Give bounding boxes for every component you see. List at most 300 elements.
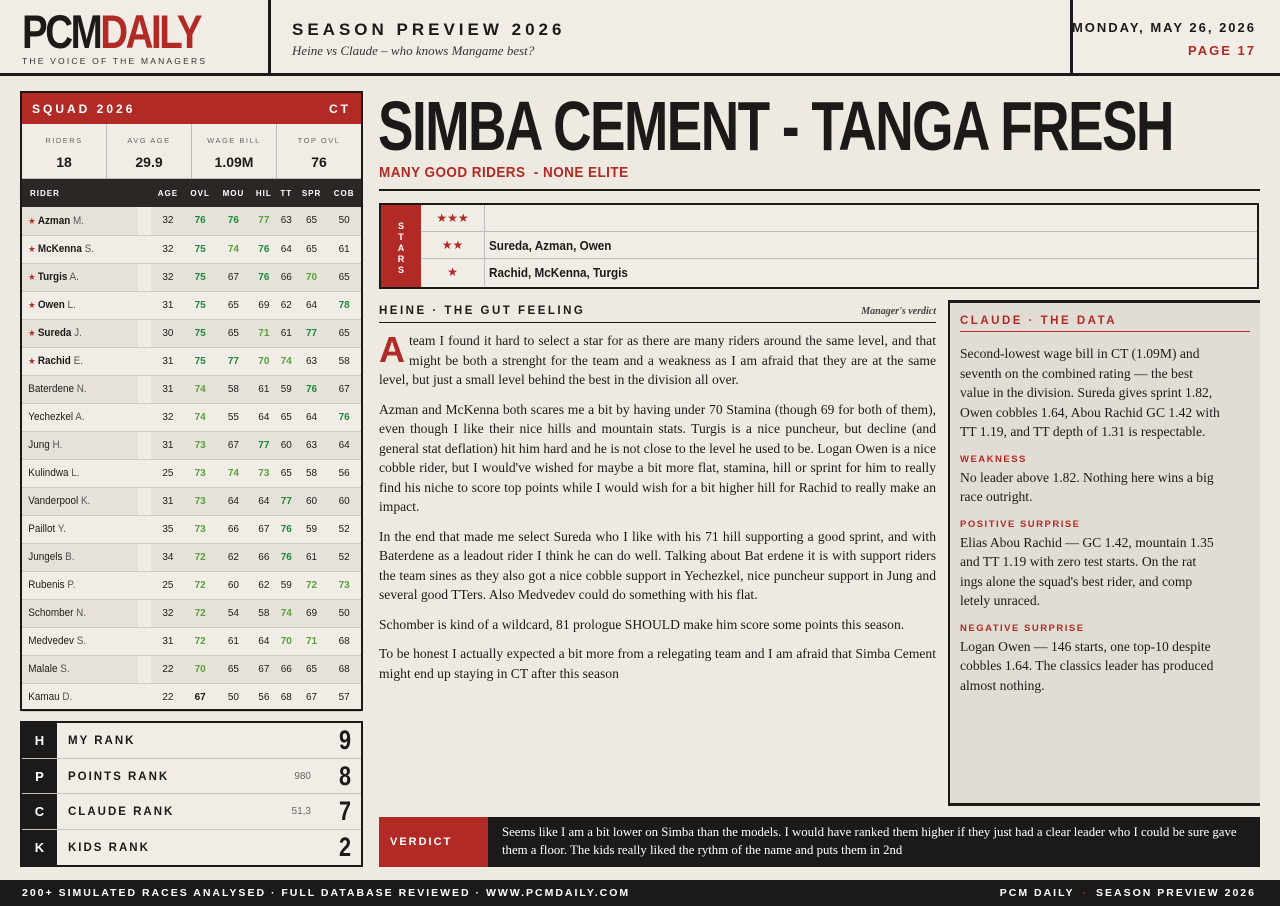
footer-right [1000, 887, 1256, 899]
rank-row [22, 723, 361, 759]
stat-ovl: 75 [184, 235, 216, 263]
stat-tt: 60 [277, 431, 296, 459]
rider-first-name: McKenna [37, 243, 82, 255]
positive-surprise-text [960, 533, 1250, 611]
stat-label: RIDERS [45, 136, 83, 145]
stat-cob: 58 [327, 347, 361, 375]
stat-hil: 66 [251, 543, 277, 571]
stat-ovl: 74 [184, 375, 216, 403]
drop-cap: A [379, 329, 405, 370]
rider-row[interactable] [22, 403, 361, 431]
rider-row[interactable] [22, 459, 361, 487]
section-subtitle: Heine vs Claude – who knows Mangame best? [292, 43, 535, 58]
masthead-divider [268, 0, 271, 76]
stat-age: 31 [151, 627, 184, 655]
column-header[interactable]: COB [327, 179, 361, 207]
rider-name [22, 403, 139, 431]
rider-name [22, 515, 139, 543]
rider-initial: S. [73, 635, 87, 647]
page-number: PAGE 17 [1188, 43, 1256, 58]
rank-row [22, 759, 361, 795]
stat-mou: 64 [216, 487, 251, 515]
rider-first-name: Kulindwa [28, 467, 69, 479]
footer-brand: PCM DAILY [999, 887, 1075, 899]
masthead [0, 0, 1280, 76]
stat-tt: 59 [277, 571, 296, 599]
stat-age: 32 [151, 235, 184, 263]
article-title: SIMBA CEMENT - TANGA FRESH [378, 87, 1173, 165]
rider-first-name: Yechezkel [28, 411, 74, 423]
stat-ovl: 70 [184, 655, 216, 683]
rider-first-name: Turgis [37, 271, 68, 283]
stat-tt: 61 [277, 319, 296, 347]
positive-surprise-heading: POSITIVE SURPRISE [960, 518, 1081, 530]
rider-row[interactable] [22, 487, 361, 515]
tagline: THE VOICE OF THE MANAGERS [22, 56, 208, 66]
stat-tt: 74 [277, 599, 296, 627]
stat-tt: 62 [277, 291, 296, 319]
stat-tt: 77 [277, 487, 296, 515]
rank-badge: P [22, 759, 57, 794]
stat-spr: 76 [296, 375, 328, 403]
stat-spr: 63 [296, 431, 328, 459]
stat-hil: 77 [251, 207, 277, 235]
stat-mou: 67 [216, 431, 251, 459]
stat-mou: 60 [216, 571, 251, 599]
stat-tt: 76 [277, 515, 296, 543]
rank-label: KIDS RANK [68, 841, 150, 854]
stat-age: 34 [151, 543, 184, 571]
stat-hil: 73 [251, 459, 277, 487]
stat-cob: 76 [327, 403, 361, 431]
squad-league: CT [329, 102, 351, 116]
claude-summary-line: Owen cobbles 1.64, Abou Rachid GC 1.42 with [960, 404, 1220, 420]
star-icon: ★ [28, 244, 38, 254]
rider-initial: K. [78, 495, 91, 507]
rank-label: CLAUDE RANK [68, 806, 175, 818]
stat-ovl: 75 [184, 291, 216, 319]
stat-cob: 60 [327, 487, 361, 515]
column-header[interactable]: HIL [251, 179, 277, 207]
stat-ovl: 75 [184, 347, 216, 375]
stat-value: 18 [56, 154, 72, 170]
stat-age: 25 [151, 571, 184, 599]
stat-spr: 67 [296, 683, 328, 711]
rider-name [22, 571, 139, 599]
rider-initial: S. [57, 663, 70, 675]
rider-name [22, 263, 139, 291]
column-header[interactable]: MOU [216, 179, 251, 207]
ranks-panel [20, 721, 363, 867]
negative-surprise-line: Logan Owen — 146 starts, one top-10 despite [960, 638, 1211, 654]
stat-spr: 71 [296, 627, 328, 655]
star-icon: ★ [28, 215, 38, 226]
star-icon: ★ [28, 356, 38, 366]
rider-row[interactable] [22, 515, 361, 543]
weakness-text [960, 468, 1250, 507]
column-header[interactable]: OVL [184, 179, 216, 207]
stat-mou: 55 [216, 403, 251, 431]
stat-cob: 65 [327, 319, 361, 347]
stat-age: 31 [151, 375, 184, 403]
stat-age: 31 [151, 487, 184, 515]
rider-initial: A. [73, 411, 85, 423]
star-riders: Sureda, Azman, Owen [489, 238, 612, 253]
stat-mou: 65 [216, 319, 251, 347]
stat-spr: 60 [296, 487, 328, 515]
stat-age: 35 [151, 515, 184, 543]
stat-tt: 59 [277, 375, 296, 403]
stat-hil: 64 [251, 627, 277, 655]
stat-cob: 67 [327, 375, 361, 403]
stat-spr: 64 [296, 403, 328, 431]
stat-hil: 56 [251, 683, 277, 711]
logo-part-pcm: PCM [22, 5, 101, 58]
rider-row[interactable] [22, 291, 361, 319]
stat-spr: 58 [296, 459, 328, 487]
stat-mou: 54 [216, 599, 251, 627]
claude-summary-line: Second-lowest wage bill in CT (1.09M) and [960, 346, 1200, 361]
rider-row[interactable] [22, 655, 361, 683]
stat-hil: 64 [251, 403, 277, 431]
stat-mou: 66 [216, 515, 251, 543]
rider-name [22, 599, 139, 627]
stat-cob: 73 [327, 571, 361, 599]
claude-summary-line: value in the division. Sureda gives sprint 1.82, [960, 385, 1213, 400]
rider-first-name: Sureda [37, 327, 72, 339]
stat-age: 32 [151, 599, 184, 627]
stat-cell [277, 124, 361, 178]
stars-label-letter: S [397, 265, 404, 275]
rider-name [22, 683, 139, 711]
rider-initial: L. [68, 467, 80, 479]
weakness-heading: WEAKNESS [960, 453, 1027, 465]
footer-left: 200+ SIMULATED RACES ANALYSED · FULL DATABASE REVIEWED · WWW.PCMDAILY.COM [22, 887, 631, 899]
rank-value: 2 [338, 831, 351, 862]
heine-note: Manager's verdict [861, 306, 936, 317]
stat-label: AVG AGE [127, 136, 171, 145]
stat-spr: 77 [296, 319, 328, 347]
star-rating-icon: ★ [421, 259, 485, 286]
rider-name [22, 655, 139, 683]
logo[interactable] [22, 6, 200, 58]
rider-row[interactable] [22, 235, 361, 263]
stat-spr: 59 [296, 515, 328, 543]
rank-sub: 51,3 [291, 806, 311, 817]
rider-row[interactable] [22, 347, 361, 375]
stat-cell [192, 124, 277, 178]
stat-mou: 67 [216, 263, 251, 291]
claude-summary [960, 344, 1250, 442]
stat-hil: 67 [251, 515, 277, 543]
rank-value: 7 [338, 796, 351, 826]
stat-age: 30 [151, 319, 184, 347]
rider-name [22, 431, 139, 459]
stat-ovl: 73 [184, 515, 216, 543]
rider-row[interactable] [22, 431, 361, 459]
masthead-divider [1070, 0, 1073, 76]
rider-row[interactable] [22, 543, 361, 571]
stars-row [421, 259, 1257, 286]
rank-value: 9 [338, 725, 351, 755]
stars-label-letter: T [398, 232, 404, 242]
rider-name [22, 347, 139, 375]
stat-cob: 68 [327, 627, 361, 655]
article-paragraph: To be honest I actually expected a bit more from a relegating team and I am afraid that Simba Cement might end up staying in CT after this season [379, 646, 936, 681]
stat-hil: 77 [251, 431, 277, 459]
rider-row[interactable] [22, 207, 361, 235]
column-header[interactable]: AGE [151, 179, 184, 207]
claude-panel [948, 300, 1260, 806]
stat-mou: 76 [216, 207, 251, 235]
weakness-line: No leader above 1.82. Nothing here wins a big [960, 469, 1214, 485]
stat-hil: 76 [251, 235, 277, 263]
star-rating-icon: ★★★ [421, 205, 485, 231]
rider-name [22, 207, 139, 235]
rider-first-name: Owen [37, 299, 65, 311]
stat-ovl: 72 [184, 599, 216, 627]
stat-spr: 63 [296, 347, 328, 375]
rank-badge: H [22, 723, 57, 758]
rider-first-name: Baterdene [28, 383, 74, 395]
rider-first-name: Medvedev [28, 635, 74, 647]
stat-mou: 65 [216, 291, 251, 319]
stat-cob: 50 [327, 207, 361, 235]
rider-row[interactable] [22, 599, 361, 627]
stat-tt: 63 [277, 207, 296, 235]
heine-kicker: HEINE · THE GUT FEELING [379, 305, 586, 317]
stat-ovl: 74 [184, 403, 216, 431]
star-icon: ★ [28, 300, 38, 310]
rank-row [22, 830, 361, 866]
rider-name [22, 319, 139, 347]
stat-ovl: 73 [184, 487, 216, 515]
rider-row[interactable] [22, 683, 361, 711]
rank-value: 8 [338, 760, 351, 791]
positive-surprise-line: letely unraced. [960, 593, 1041, 608]
negative-surprise-text [960, 637, 1250, 696]
stat-tt: 66 [277, 263, 296, 291]
article-paragraph: Schomber is kind of a wildcard, 81 prologue SHOULD make him score some points this season. [379, 616, 905, 632]
issue-date: MONDAY, MAY 26, 2026 [1071, 20, 1256, 35]
rider-name [22, 291, 139, 319]
rider-initial: N. [73, 607, 87, 619]
stat-value: 1.09M [214, 154, 254, 170]
stat-ovl: 72 [184, 627, 216, 655]
rider-initial: A. [67, 271, 79, 283]
column-header[interactable]: RIDER [22, 179, 151, 207]
stat-hil: 61 [251, 375, 277, 403]
article-paragraph: Azman and McKenna both scares me a bit by having under 70 Stamina (though 69 for both of them), even though I like their nice hills and mountain stats. Turgis is a nice puncheur, but decline (and general stat deflation) hit him hard and he is not close to the level he used to be. Logan Owen is a nice cobble rider, but I would've wished for maybe a bit more flat, stamina, hill or sprint for him to really find his niche to score top points while I would wish for a bit higher hill for Rachid to really make an impact. [379, 401, 936, 514]
verdict-label: VERDICT [379, 817, 488, 867]
rider-table-header [22, 179, 361, 207]
stat-ovl: 73 [184, 431, 216, 459]
rank-badge: C [22, 794, 57, 829]
rider-initial: D. [59, 691, 73, 703]
squad-stats [22, 124, 361, 179]
stat-age: 31 [151, 431, 184, 459]
rider-table [22, 179, 361, 712]
title-rule [379, 189, 1260, 191]
rider-initial: N. [73, 383, 87, 395]
stat-spr: 64 [296, 291, 328, 319]
rider-initial: J. [71, 327, 82, 339]
stat-cob: 78 [327, 291, 361, 319]
rider-initial: E. [70, 355, 83, 367]
stat-hil: 76 [251, 263, 277, 291]
stat-age: 31 [151, 347, 184, 375]
article-body [379, 331, 936, 693]
weakness-line: race outright. [960, 489, 1033, 504]
stat-mou: 74 [216, 235, 251, 263]
rider-initial: B. [62, 551, 75, 563]
column-header[interactable]: TT [277, 179, 296, 207]
squad-header [22, 93, 361, 124]
stat-age: 31 [151, 291, 184, 319]
stat-tt: 64 [277, 235, 296, 263]
stat-ovl: 75 [184, 263, 216, 291]
rider-initial: Y. [55, 523, 66, 535]
claude-summary-line: TT 1.19, and TT depth of 1.31 is respectable. [960, 424, 1206, 439]
footer [0, 880, 1280, 906]
stat-tt: 65 [277, 403, 296, 431]
stars-row [421, 205, 1257, 232]
rider-row[interactable] [22, 263, 361, 291]
stat-cob: 50 [327, 599, 361, 627]
stat-spr: 65 [296, 207, 328, 235]
stat-cob: 56 [327, 459, 361, 487]
stat-cell [22, 124, 107, 178]
star-icon: ★ [28, 328, 38, 338]
stat-age: 32 [151, 207, 184, 235]
stat-tt: 70 [277, 627, 296, 655]
stat-tt: 76 [277, 543, 296, 571]
stat-mou: 58 [216, 375, 251, 403]
logo-part-daily: DAILY [100, 5, 201, 58]
star-riders: Rachid, McKenna, Turgis [489, 265, 628, 280]
negative-surprise-line: cobbles 1.64. The classics leader has produced [960, 658, 1214, 673]
stat-cob: 64 [327, 431, 361, 459]
stars-label-letter: S [397, 221, 404, 231]
stat-spr: 65 [296, 235, 328, 263]
article-subtitle: MANY GOOD RIDERS - NONE ELITE [379, 164, 629, 181]
stars-row [421, 232, 1257, 259]
star-rating-icon: ★★ [421, 232, 485, 258]
stars-label-letter: A [397, 243, 405, 253]
rank-label: POINTS RANK [68, 770, 170, 783]
stat-label: WAGE BILL [207, 136, 261, 145]
heine-rule [379, 322, 936, 323]
section-kicker: SEASON PREVIEW 2026 [292, 20, 566, 39]
stars-label-letter: R [397, 254, 405, 264]
footer-section: SEASON PREVIEW 2026 [1096, 887, 1256, 899]
negative-surprise-line: almost nothing. [960, 677, 1045, 693]
stars-label [381, 205, 421, 287]
column-header[interactable]: SPR [296, 179, 328, 207]
stat-cob: 68 [327, 655, 361, 683]
rider-table-body [22, 207, 361, 711]
star-icon: ★ [28, 272, 38, 282]
stat-age: 25 [151, 459, 184, 487]
stars-box [379, 203, 1259, 289]
stat-cob: 57 [327, 683, 361, 711]
rider-first-name: Paillot [28, 523, 56, 535]
stat-mou: 61 [216, 627, 251, 655]
stat-mou: 74 [216, 459, 251, 487]
stat-value: 76 [311, 154, 327, 170]
positive-surprise-line: Elias Abou Rachid — GC 1.42, mountain 1.35 [960, 534, 1214, 550]
stat-ovl: 73 [184, 459, 216, 487]
stat-ovl: 76 [184, 207, 216, 235]
stat-hil: 64 [251, 487, 277, 515]
squad-title: SQUAD 2026 [32, 102, 136, 116]
rider-row[interactable] [22, 627, 361, 655]
negative-surprise-heading: NEGATIVE SURPRISE [960, 622, 1085, 634]
stat-age: 22 [151, 655, 184, 683]
rider-initial: S. [81, 243, 94, 255]
rider-first-name: Kamau [28, 691, 60, 703]
rank-sub: 980 [294, 770, 311, 782]
rider-row[interactable] [22, 319, 361, 347]
rider-name [22, 235, 139, 263]
stat-value: 29.9 [135, 154, 163, 170]
rank-row [22, 794, 361, 830]
stat-cob: 65 [327, 263, 361, 291]
stat-hil: 62 [251, 571, 277, 599]
stat-hil: 58 [251, 599, 277, 627]
claude-kicker: CLAUDE · THE DATA [960, 315, 1250, 332]
stat-spr: 65 [296, 655, 328, 683]
rider-first-name: Jung [28, 439, 50, 451]
stat-age: 22 [151, 683, 184, 711]
stat-hil: 67 [251, 655, 277, 683]
verdict-bar [379, 817, 1260, 867]
stat-mou: 77 [216, 347, 251, 375]
stat-hil: 70 [251, 347, 277, 375]
rider-first-name: Rachid [37, 355, 71, 367]
rider-name [22, 487, 139, 515]
rider-initial: H. [49, 439, 63, 451]
stat-spr: 69 [296, 599, 328, 627]
footer-separator: · [1082, 887, 1089, 899]
rider-name [22, 459, 139, 487]
positive-surprise-line: ings alone the squad's best rider, and comp [960, 573, 1193, 589]
rider-row[interactable] [22, 571, 361, 599]
rider-first-name: Jungels [28, 551, 63, 563]
rider-first-name: Malale [28, 663, 58, 675]
positive-surprise-line: and TT 1.19 with zero test starts. On the rat [960, 554, 1197, 569]
stat-spr: 61 [296, 543, 328, 571]
stat-cob: 52 [327, 543, 361, 571]
rider-initial: L. [64, 299, 76, 311]
stat-age: 32 [151, 263, 184, 291]
rider-name [22, 375, 139, 403]
stat-hil: 69 [251, 291, 277, 319]
stat-cob: 61 [327, 235, 361, 263]
rider-name [22, 627, 139, 655]
stat-spr: 72 [296, 571, 328, 599]
rider-row[interactable] [22, 375, 361, 403]
rank-label: MY RANK [68, 735, 136, 747]
rider-first-name: Rubenis [28, 579, 65, 591]
stat-tt: 74 [277, 347, 296, 375]
stat-cell [107, 124, 192, 178]
stat-label: TOP OVL [297, 136, 341, 145]
article-paragraph: Ateam I found it hard to select a star for as there are many riders around the same level, and that might be both a strenght for the team and a weakness as I am afraid that they are at the same level, but just a small level behind the best in the division all over. [379, 329, 936, 387]
stat-tt: 68 [277, 683, 296, 711]
rider-first-name: Schomber [28, 607, 74, 619]
stat-ovl: 75 [184, 319, 216, 347]
